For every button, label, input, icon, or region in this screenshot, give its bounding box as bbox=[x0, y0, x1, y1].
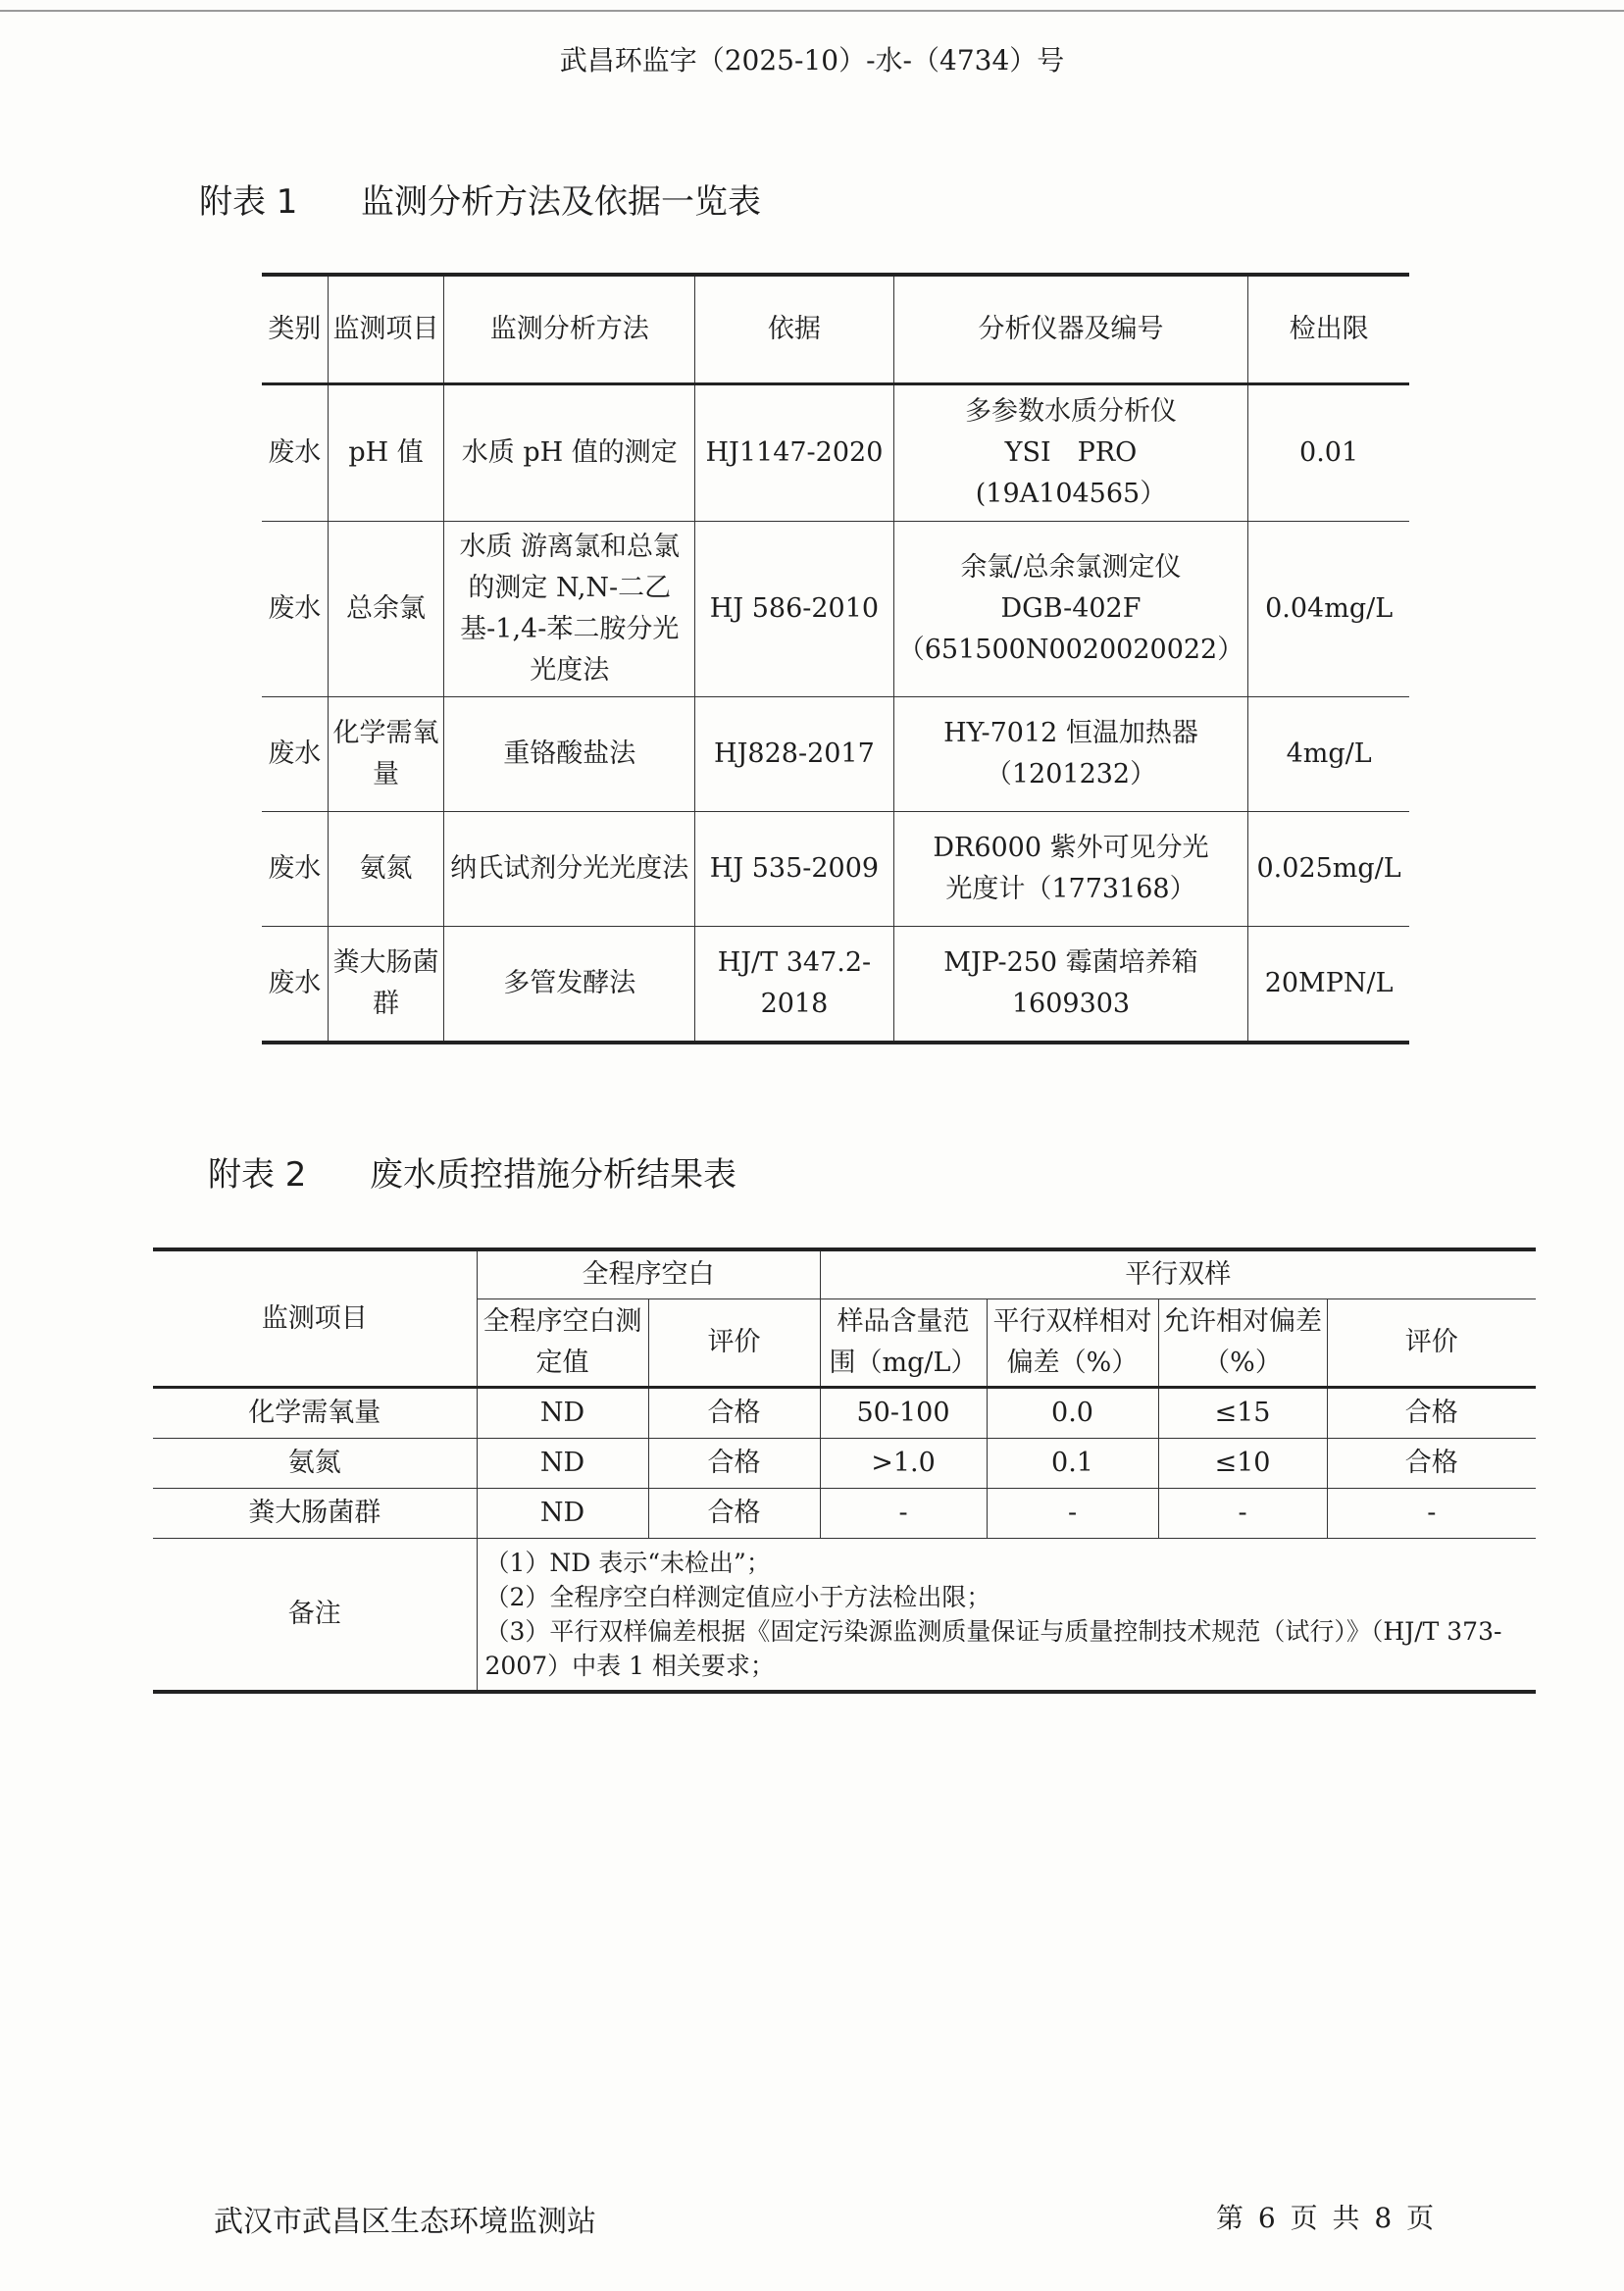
cell-range: 50-100 bbox=[820, 1388, 987, 1439]
cell-allowed: - bbox=[1158, 1489, 1327, 1539]
col-blank-value: 全程序空白测定值 bbox=[477, 1299, 648, 1388]
cell-item: 总余氯 bbox=[328, 522, 444, 697]
col-instrument: 分析仪器及编号 bbox=[893, 275, 1247, 384]
note-line: （3）平行双样偏差根据《固定污染源监测质量保证与质量控制技术规范（试行）》（HJ/T 373-2007）中表 1 相关要求； bbox=[484, 1617, 1502, 1680]
col-range: 样品含量范围（mg/L） bbox=[820, 1299, 987, 1388]
cell-method: 纳氏试剂分光光度法 bbox=[444, 812, 695, 927]
cell-basis: HJ/T 347.2-2018 bbox=[695, 927, 894, 1044]
cell-eval: 合格 bbox=[1327, 1439, 1536, 1489]
cell-instrument bbox=[893, 522, 1247, 697]
cell-method: 水质 游离氯和总氯的测定 N,N-二乙基-1,4-苯二胺分光光度法 bbox=[444, 522, 695, 697]
cell-instrument bbox=[893, 384, 1247, 522]
cell-instrument bbox=[893, 927, 1247, 1044]
instrument-line: （1201232） bbox=[985, 759, 1157, 789]
cell-blank-eval: 合格 bbox=[648, 1388, 820, 1439]
instrument-line: MJP-250 霉菌培养箱 bbox=[943, 947, 1198, 979]
cell-category: 废水 bbox=[262, 927, 328, 1044]
notes-cell bbox=[477, 1539, 1536, 1693]
cell-item: 氨氮 bbox=[153, 1439, 477, 1489]
col-deviation: 平行双样相对偏差（%） bbox=[987, 1299, 1158, 1388]
cell-range: >1.0 bbox=[820, 1439, 987, 1489]
method-table bbox=[262, 273, 1409, 1044]
table-row bbox=[153, 1439, 1536, 1489]
cell-item: 化学需氧量 bbox=[328, 697, 444, 812]
cell-item: 氨氮 bbox=[328, 812, 444, 927]
instrument-line: 多参数水质分析仪 bbox=[964, 396, 1177, 428]
cell-deviation: 0.0 bbox=[987, 1388, 1158, 1439]
cell-instrument bbox=[893, 697, 1247, 812]
group-parallel: 平行双样 bbox=[820, 1249, 1536, 1299]
footer-org: 武汉市武昌区生态环境监测站 bbox=[214, 2205, 596, 2239]
table2-number: 附表 2 bbox=[208, 1155, 307, 1195]
table-row bbox=[153, 1388, 1536, 1439]
table1-number: 附表 1 bbox=[199, 182, 298, 222]
cell-basis: HJ828-2017 bbox=[695, 697, 894, 812]
col-allowed: 允许相对偏差（%） bbox=[1158, 1299, 1327, 1388]
col-basis: 依据 bbox=[695, 275, 894, 384]
instrument-line: 1609303 bbox=[1011, 989, 1131, 1019]
cell-blank-value: ND bbox=[477, 1388, 648, 1439]
note-line: （2）全程序空白样测定值应小于方法检出限； bbox=[484, 1583, 991, 1611]
table-row bbox=[262, 812, 1409, 927]
col-item: 监测项目 bbox=[328, 275, 444, 384]
cell-instrument bbox=[893, 812, 1247, 927]
cell-blank-eval: 合格 bbox=[648, 1489, 820, 1539]
table-row bbox=[262, 927, 1409, 1044]
cell-limit: 4mg/L bbox=[1248, 697, 1409, 812]
cell-allowed: ≤10 bbox=[1158, 1439, 1327, 1489]
col-eval: 评价 bbox=[1327, 1299, 1536, 1388]
cell-item: 粪大肠菌群 bbox=[153, 1489, 477, 1539]
cell-limit: 0.025mg/L bbox=[1248, 812, 1409, 927]
cell-eval: 合格 bbox=[1327, 1388, 1536, 1439]
cell-method: 多管发酵法 bbox=[444, 927, 695, 1044]
instrument-line: 余氯/总余氯测定仪 bbox=[960, 552, 1182, 584]
instrument-line: 光度计（1773168） bbox=[945, 874, 1196, 904]
top-rule bbox=[0, 10, 1624, 12]
cell-basis: HJ 535-2009 bbox=[695, 812, 894, 927]
cell-eval: - bbox=[1327, 1489, 1536, 1539]
report-number: 武昌环监字（2025-10）-水-（4734）号 bbox=[559, 44, 1065, 76]
instrument-line: DGB-402F bbox=[1000, 593, 1142, 625]
cell-blank-value: ND bbox=[477, 1439, 648, 1489]
qc-table bbox=[153, 1247, 1536, 1694]
instrument-line: DR6000 紫外可见分光 bbox=[933, 833, 1209, 864]
col-limit: 检出限 bbox=[1248, 275, 1409, 384]
instrument-line: （651500N0020020022） bbox=[897, 634, 1244, 665]
cell-blank-value: ND bbox=[477, 1489, 648, 1539]
table-row bbox=[262, 697, 1409, 812]
instrument-line: (19A104565） bbox=[975, 478, 1167, 509]
cell-method: 水质 pH 值的测定 bbox=[444, 384, 695, 522]
instrument-line: HY-7012 恒温加热器 bbox=[943, 718, 1198, 749]
col-method: 监测分析方法 bbox=[444, 275, 695, 384]
cell-category: 废水 bbox=[262, 812, 328, 927]
cell-limit: 0.04mg/L bbox=[1248, 522, 1409, 697]
table-row bbox=[262, 384, 1409, 522]
cell-deviation: - bbox=[987, 1489, 1158, 1539]
cell-allowed: ≤15 bbox=[1158, 1388, 1327, 1439]
cell-range: - bbox=[820, 1489, 987, 1539]
cell-blank-eval: 合格 bbox=[648, 1439, 820, 1489]
cell-limit: 0.01 bbox=[1248, 384, 1409, 522]
cell-item: pH 值 bbox=[328, 384, 444, 522]
cell-category: 废水 bbox=[262, 522, 328, 697]
cell-method: 重铬酸盐法 bbox=[444, 697, 695, 812]
table1-title-text: 监测分析方法及依据一览表 bbox=[361, 182, 761, 222]
cell-deviation: 0.1 bbox=[987, 1439, 1158, 1489]
cell-limit: 20MPN/L bbox=[1248, 927, 1409, 1044]
table2-title bbox=[208, 1147, 736, 1196]
cell-category: 废水 bbox=[262, 697, 328, 812]
table-row bbox=[262, 522, 1409, 697]
col-category: 类别 bbox=[262, 275, 328, 384]
cell-item: 粪大肠菌群 bbox=[328, 927, 444, 1044]
cell-basis: HJ1147-2020 bbox=[695, 384, 894, 522]
notes-row bbox=[153, 1539, 1536, 1693]
table2-title-text: 废水质控措施分析结果表 bbox=[370, 1155, 736, 1195]
notes-label: 备注 bbox=[153, 1539, 477, 1693]
col-blank-eval: 评价 bbox=[648, 1299, 820, 1388]
footer-page: 第 6 页 共 8 页 bbox=[1216, 2202, 1435, 2234]
group-blank: 全程序空白 bbox=[477, 1249, 820, 1299]
cell-item: 化学需氧量 bbox=[153, 1388, 477, 1439]
cell-basis: HJ 586-2010 bbox=[695, 522, 894, 697]
table1-title bbox=[199, 175, 761, 223]
table-row bbox=[153, 1489, 1536, 1539]
col-monitor-item: 监测项目 bbox=[153, 1249, 477, 1388]
note-line: （1）ND 表示“未检出”； bbox=[484, 1549, 771, 1577]
cell-category: 废水 bbox=[262, 384, 328, 522]
instrument-line: YSI PRO bbox=[1004, 437, 1138, 469]
